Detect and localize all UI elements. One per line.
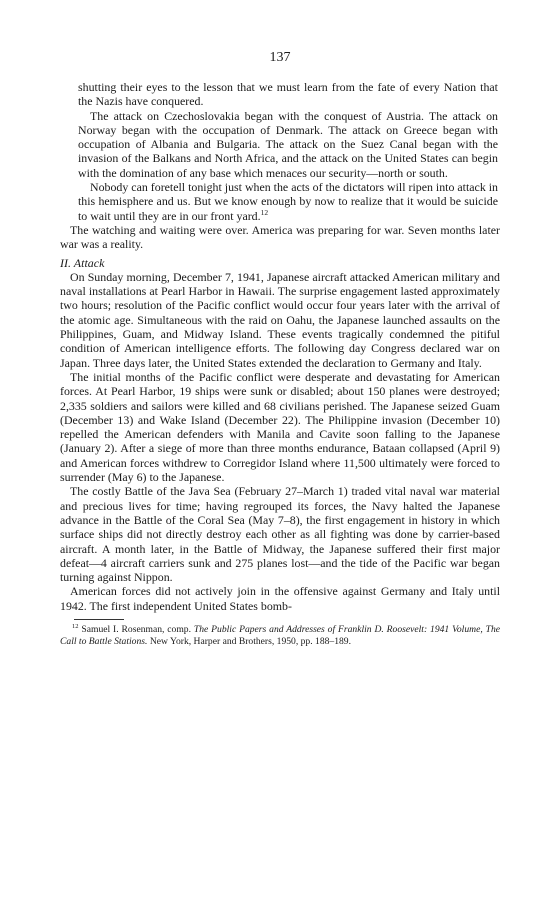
- quote-paragraph: [60, 180, 500, 223]
- footnote-tail: New York, Harper and Brothers, 1950, pp. 188–189.: [149, 635, 352, 647]
- body-paragraph: American forces did not actively join in the offensive against Germany and Italy until 1942. The first independent United States bomb-: [60, 584, 500, 613]
- quote-paragraph: shutting their eyes to the lesson that we must learn from the fate of every Nation that the Nazis have conquered.: [78, 80, 498, 109]
- footnote: [60, 624, 500, 648]
- footnote-mark: 12: [72, 622, 79, 630]
- page-number: 137: [269, 50, 291, 65]
- footnote-reference: 12: [260, 207, 269, 217]
- body-paragraph: The costly Battle of the Java Sea (February 27–March 1) traded vital naval war material and precious lives for time; having regrouped its forces, the Navy halted the Japanese advance in the Battle of the Coral Sea (May 7–8), the first engagement in history in which surface ships did not directly destroy each other as all fighting was done by carrier-based aircraft. A month later, in the Battle of Midway, the Japanese suffered their first major defeat—4 aircraft carriers sunk and 275 planes lost—and the tide of the Pacific war began turning against Nippon.: [60, 484, 500, 585]
- footnote-divider: [74, 619, 124, 620]
- body-paragraph: The initial months of the Pacific conflict were desperate and devastating for American forces. At Pearl Harbor, 19 ships were sunk or disabled; about 150 planes were destroyed; 2,335 soldiers and sailors were killed and 68 civilians perished. The Japanese seized Guam (December 13) and Wake Island (December 22). The Philippine invasion (December 10) repelled the American defenders with Manila and Cavite soon falling to the Japanese (January 2). After a siege of more than three months endurance, Bataan collapsed (April 9) and American forces withdrew to Corregidor Island where 11,500 ultimately were forced to surrender (May 6) to the Japanese.: [60, 369, 500, 485]
- footnote-title: The Public Papers and Addresses of Franklin D. Roosevelt: 1941 Volume, The Call to Battle Stations.: [60, 623, 500, 647]
- body-paragraph: The watching and waiting were over. America was preparing for war. Seven months later war was a reality.: [60, 222, 500, 252]
- section-heading: II. Attack: [60, 255, 105, 270]
- body-paragraph: On Sunday morning, December 7, 1941, Japanese aircraft attacked American military and naval installations at Pearl Harbor in Hawaii. The surprise engagement lasted approximately two hours; resolution of the Pacific conflict would occur four years later with the arrival of the atomic age. Simultaneous with the raid on Oahu, the Japanese launched assaults on the Philippines, Guam, and Midway Island. These events tragically condemned the pitiful condition of American intelligence efforts. The following day Congress declared war on Japan. Three days later, the United States extended the declaration to Germany and Italy.: [60, 269, 500, 370]
- quote-paragraph: The attack on Czechoslovakia began with the conquest of Austria. The attack on Norway began with the occupation of Denmark. The attack on Greece began with occupation of Albania and Bulgaria. The attack on the Suez Canal began with the invasion of the Balkans and North Africa, and the attack on the United States can begin with the domination of any base which menaces our security—north or south.: [78, 108, 498, 180]
- quote-text: Nobody can foretell tonight just when the acts of the dictators will ripen into attack in this hemisphere and us. But we know enough by now to realize that it would be suicide to wait until they are in our front yard.: [78, 180, 498, 223]
- footnote-lead: Samuel I. Rosenman, comp.: [81, 623, 192, 635]
- block-quote: [60, 80, 500, 223]
- document-page: [60, 50, 500, 648]
